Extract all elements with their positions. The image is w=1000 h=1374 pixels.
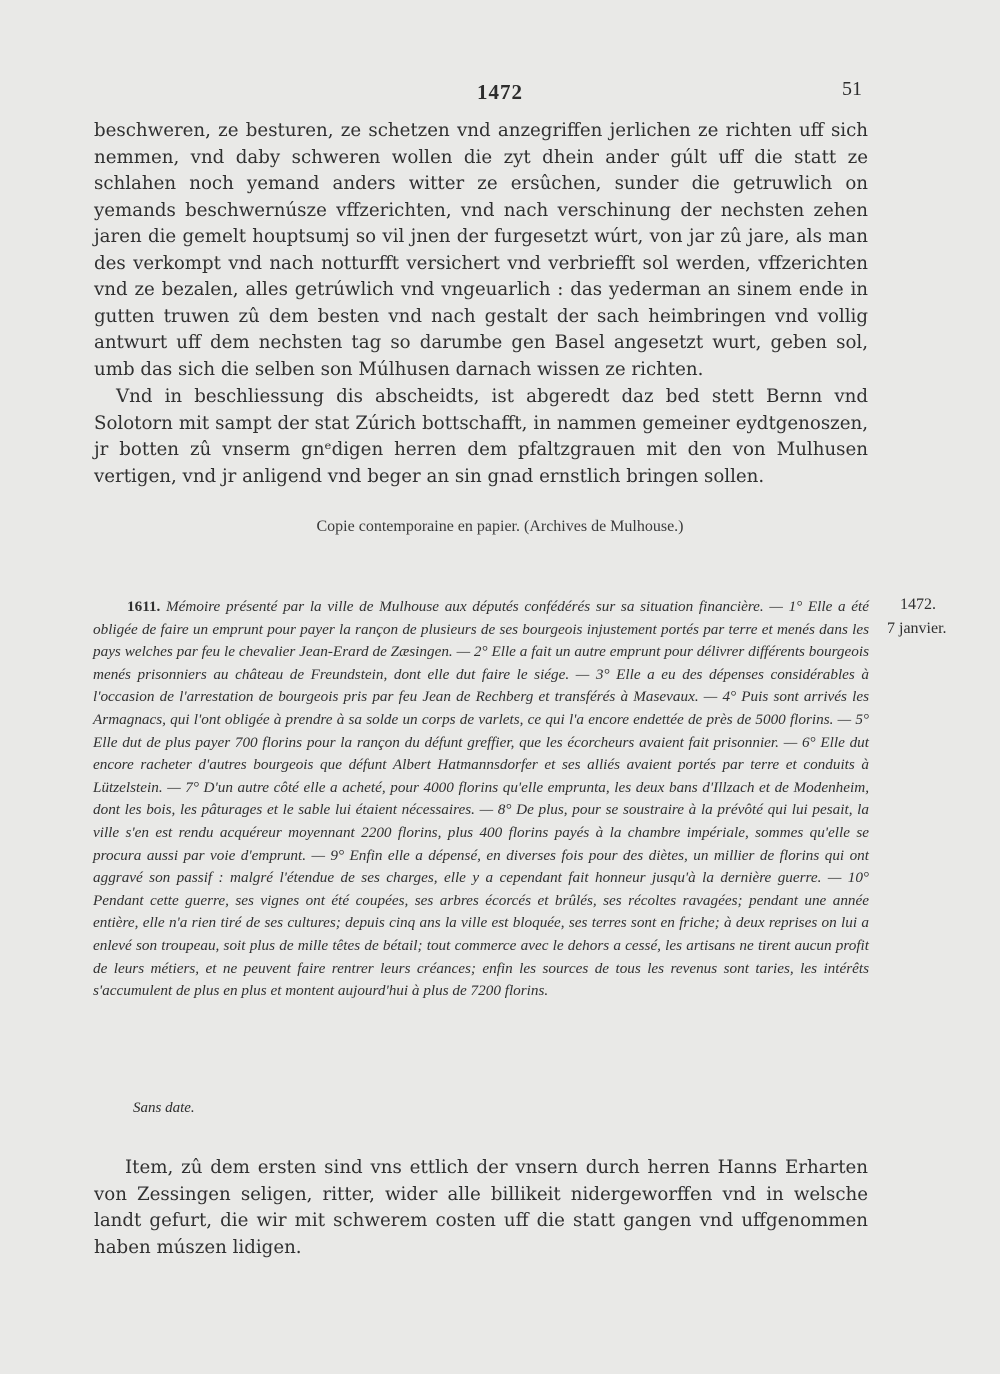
german-paragraph-3: Item, zû dem ersten sind vns ettlich der vnsern durch herren Hanns Erharten von Zessingen seligen, ritter, wider alle billikeit nidergeworffen vnd in welsche landt gefurt, die wir mit schwerem costen uff die statt gangen vnd uffgenommen haben múszen lidigen. xyxy=(94,1157,868,1258)
source-caption: Copie contemporaine en papier. (Archives de Mulhouse.) xyxy=(316,518,684,535)
summary-text: Mémoire présenté par la ville de Mulhouse aux députés confédérés sur sa situation financière. — 1° Elle a été obligée de faire un emprunt pour payer la rançon de plusieurs de ses bourgeois injustement portés par terre et menés dans les pays welches par feu le chevalier Jean-Erard de Zæsingen. — 2° Elle a fait un autre emprunt pour délivrer différents bourgeois menés prisonniers au château de Freundstein, dont elle dut faire le siége. — 3° Elle a eu des dépenses considérables à l'occasion de l'arrestation de bourgeois pris par feu Jean de Rechberg et transférés à Masevaux. — 4° Puis sont arrivés les Armagnacs, qui l'ont obligée à prendre à sa solde un corps de varlets, ce qui l'a encore endettée de près de 5000 florins. — 5° Elle dut de plus payer 700 florins pour la rançon du défunt greffier, que les écorcheurs avaient fait prisonnier. — 6° Elle dut encore racheter d'autres bourgeois que défunt Albert Hatmannsdorfer et ses alliés avaient portés par terre et conduits à Lützelstein. — 7° D'un autre côté elle a acheté, pour 4000 florins qu'elle emprunta, les deux bans d'Illzach et de Modenheim, dont les bois, les pâturages et le sable lui étaient nécessaires. — 8° De plus, pour se soustraire à la prévôté qui lui pesait, la ville s'en est rendu acquéreur moyennant 2200 florins, plus 400 florins payés à la chambre impériale, sommes qu'elle se procura aussi par voie d'emprunt. — 9° Enfin elle a dépensé, en diverses fois pour des diètes, un millier de florins qui ont aggravé son passif : malgré l'étendue de ses charges, elle y a cependant fait honneur jusqu'à la dernière guerre. — 10° Pendant cette guerre, ses vignes ont été coupées, ses arbres écorcés et brûlés, ses récoltes ravagées; pendant une année entière, elle n'a rien tiré de ses cultures; depuis cinq ans la ville est bloquée, ses terres sont en friche; à deux reprises on lui a enlevé son troupeau, soit plus de mille têtes de bétail; tout commerce avec le dehors a cessé, les artisans ne tirent aucun profit de leurs métiers, et ne peuvent faire rentrer leurs créances; enfin les sources de tous les revenus sont taries, les intérêts s'accumulent de plus en plus et montent aujourd'hui à plus de 7200 florins. xyxy=(93,598,869,1000)
running-header-year: 1472 xyxy=(477,80,523,104)
sans-date-note: Sans date. xyxy=(133,1100,195,1116)
document-number: 1611. xyxy=(127,598,161,615)
margin-year: 1472. xyxy=(900,596,936,613)
german-paragraph-2: Vnd in beschliessung dis abscheidts, ist abgeredt daz bed stett Bernn vnd Solotorn mit sampt der stat Zúrich bottschafft, in nammen gemeiner eydtgenoszen, jr botten zû vnserm gnᵉdigen herren dem pfaltzgrauen mit den von Mulhusen vertigen, vnd jr anligend vnd beger an sin gnad ernstlich bringen sollen. xyxy=(94,386,868,487)
german-paragraph-1: beschweren, ze besturen, ze schetzen vnd anzegriffen jerlichen ze richten uff sich nemmen, vnd daby schweren wollen die zyt dhein ander gúlt uff die statt ze schlahen noch yemand anders witter ze ersûchen, sunder die getruwlich on yemands beschwernúsze vffzerichten, vnd nach verschinung der nechsten zehen jaren die gemelt houptsumj so vil jnen der furgesetzt wúrt, von jar zû jare, als man des verkompt vnd nach notturfft versichert vnd verbriefft sol werden, vffzerichten vnd ze bezalen, alles getrúwlich vnd vngeuarlich : das yederman an sinem ende in gutten truwen zû dem besten vnd nach gestalt der sach heimbringen vnd vollig antwurt uff dem nechsten tag so darumbe gen Basel angesetzt wurt, geben sol, umb das sich die selben son Múlhusen darnach wissen ze richten. xyxy=(94,120,868,380)
document-summary xyxy=(93,596,869,1003)
page-number: 51 xyxy=(842,78,862,100)
margin-date: 7 janvier. xyxy=(887,620,947,637)
